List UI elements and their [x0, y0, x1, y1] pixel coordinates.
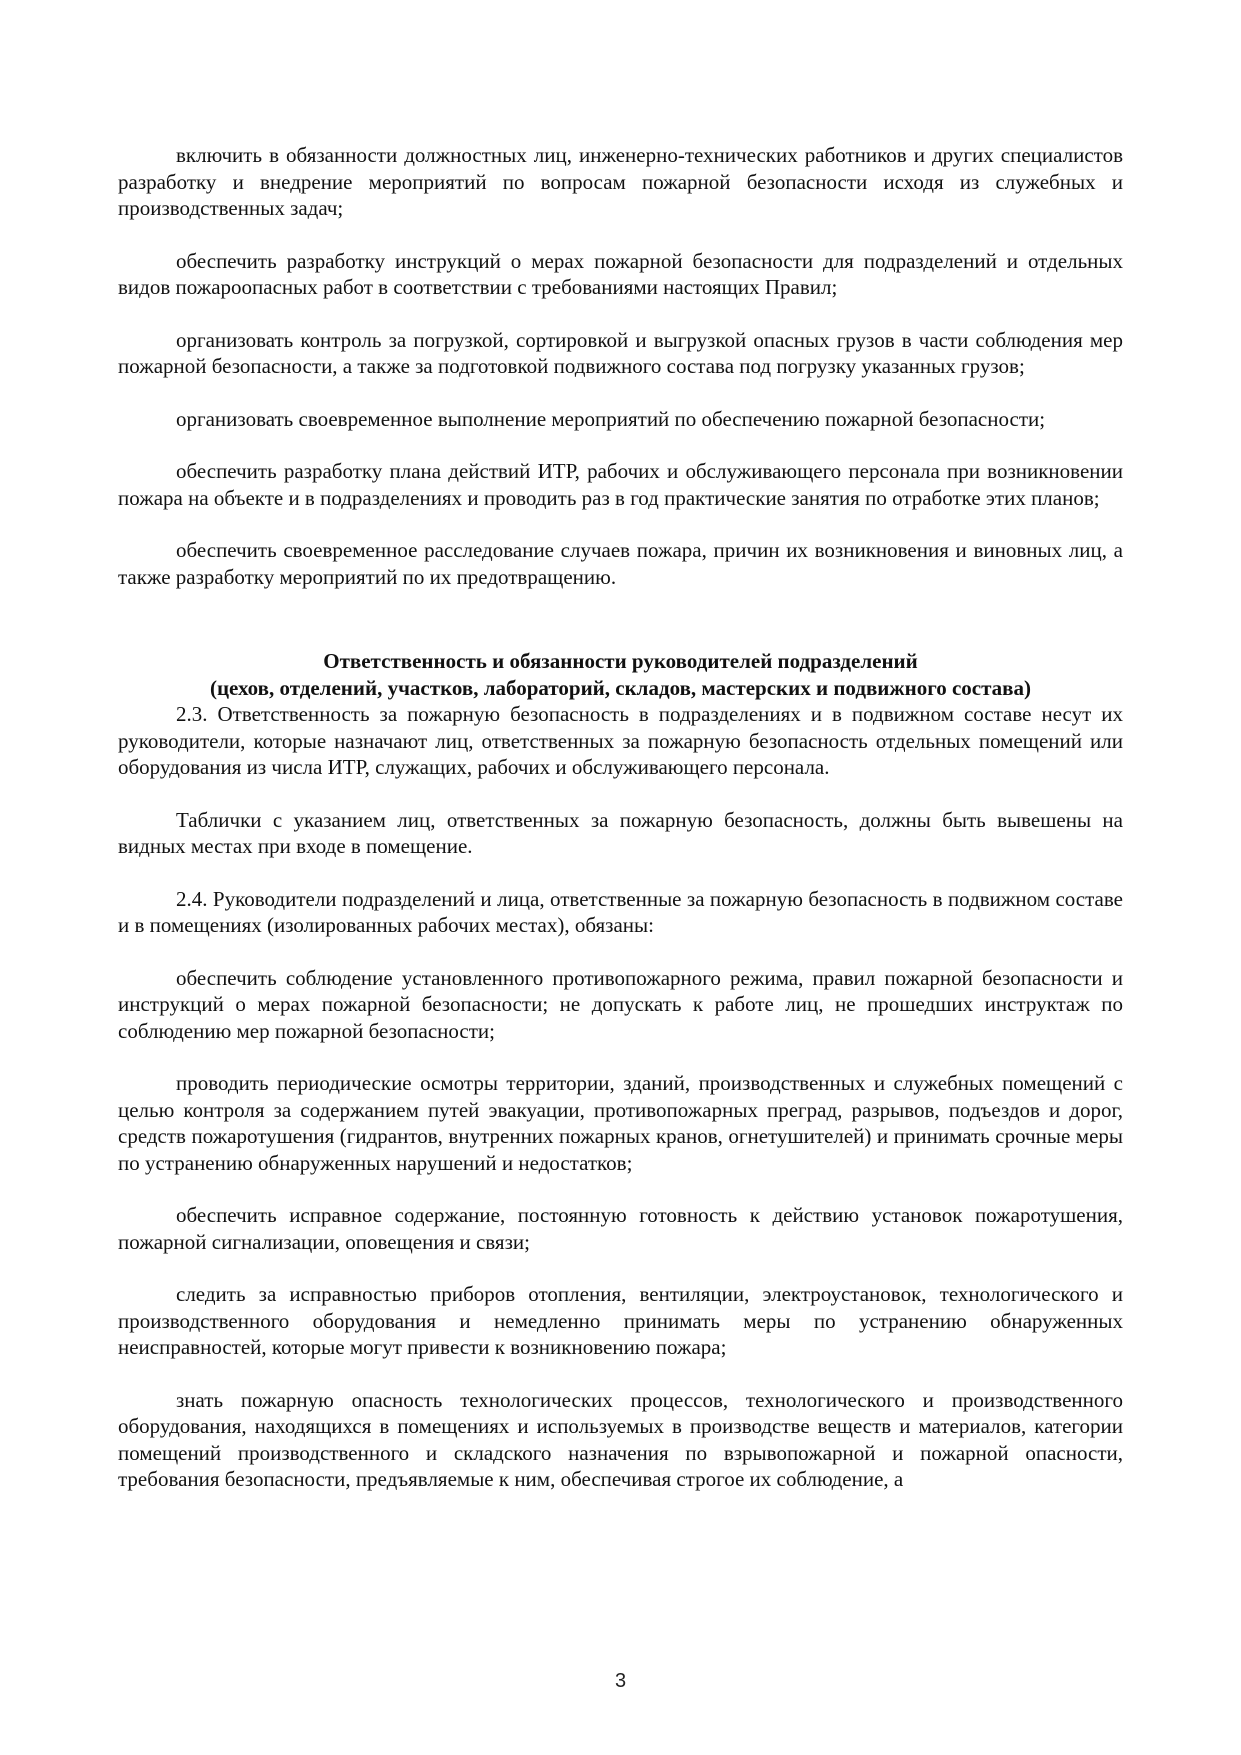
page-body: [118, 142, 1123, 1519]
paragraph: обеспечить разработку инструкций о мерах пожарной безопасности для подразделений и отдельных видов пожароопасных работ в соответствии с требованиями настоящих Правил;: [118, 248, 1123, 299]
paragraph: знать пожарную опасность технологических процессов, технологического и производственного оборудования, находящихся в помещениях и используемых в производстве веществ и материалов, категории помещений производственного и складского назначения по взрывопожарной и пожарной опасности, требования безопасности, предъявляемые к ним, обеспечивая строгое их соблюдение, а: [118, 1387, 1123, 1491]
page-number: 3: [614, 1670, 627, 1692]
paragraph: 2.3. Ответственность за пожарную безопасность в подразделениях и в подвижном составе несут их руководители, которые назначают лиц, ответственных за пожарную безопасность отдельных помещений или оборудования из числа ИТР, служащих, рабочих и обслуживающего персонала.: [118, 702, 1123, 779]
paragraph: обеспечить разработку плана действий ИТР, рабочих и обслуживающего персонала при возникновении пожара на объекте и в подразделениях и проводить раз в год практические занятия по отработке этих планов;: [118, 459, 1123, 510]
paragraph: включить в обязанности должностных лиц, инженерно-технических работников и других специалистов разработку и внедрение мероприятий по вопросам пожарной безопасности исходя из служебных и производственных задач;: [118, 143, 1123, 220]
paragraph: 2.4. Руководители подразделений и лица, ответственные за пожарную безопасность в подвижном составе и в помещениях (изолированных рабочих местах), обязаны:: [118, 886, 1123, 937]
paragraph: обеспечить соблюдение установленного противопожарного режима, правил пожарной безопасности и инструкций о мерах пожарной безопасности; не допускать к работе лиц, не прошедших инструктаж по соблюдению мер пожарной безопасности;: [118, 965, 1123, 1043]
section-heading-subline: (цехов, отделений, участков, лабораторий, складов, мастерских и подвижного состава): [209, 675, 1032, 700]
paragraph: организовать контроль за погрузкой, сортировкой и выгрузкой опасных грузов в части соблюдения мер пожарной безопасности, а также за подготовкой подвижного состава под погрузку указанных грузов;: [118, 327, 1123, 378]
paragraph: Таблички с указанием лиц, ответственных за пожарную безопасность, должны быть вывешены на видных местах при входе в помещение.: [118, 807, 1123, 858]
section-heading-line: Ответственность и обязанности руководителей подразделений: [323, 649, 918, 673]
section-heading: [118, 648, 1123, 701]
paragraph: обеспечить исправное содержание, постоянную готовность к действию установок пожаротушения, пожарной сигнализации, оповещения и связи;: [118, 1203, 1123, 1254]
paragraph: организовать своевременное выполнение мероприятий по обеспечению пожарной безопасности;: [176, 406, 1046, 431]
paragraph: обеспечить своевременное расследование случаев пожара, причин их возникновения и виновных лиц, а также разработку мероприятий по их предотвращению.: [118, 538, 1123, 589]
paragraph: проводить периодические осмотры территории, зданий, производственных и служебных помещений с целью контроля за содержанием путей эвакуации, противопожарных преград, разрывов, подъездов и дорог, средств пожаротушения (гидрантов, внутренних пожарных кранов, огнетушителей) и принимать срочные меры по устранению обнаруженных нарушений и недостатков;: [118, 1071, 1123, 1175]
paragraph: следить за исправностью приборов отопления, вентиляции, электроустановок, технологического и производственного оборудования и немедленно принимать меры по устранению обнаруженных неисправностей, которые могут привести к возникновению пожара;: [118, 1282, 1123, 1359]
